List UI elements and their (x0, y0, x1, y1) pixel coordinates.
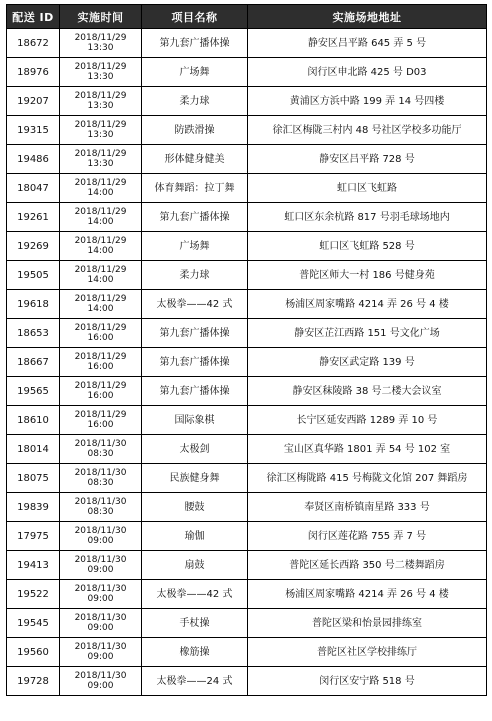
project-name-cell: 橡筋操 (142, 638, 248, 667)
schedule-date: 2018/11/29 (74, 178, 127, 188)
table-row (7, 319, 487, 348)
project-name-cell: 体育舞蹈：拉丁舞 (142, 174, 248, 203)
venue-address-cell: 静安区芷江西路 151 号文化广场 (248, 319, 487, 348)
schedule-clock-time: 09:00 (87, 681, 114, 691)
schedule-clock-time: 08:30 (87, 478, 114, 488)
delivery-id-cell: 19565 (7, 377, 60, 406)
schedule-clock-time: 13:30 (87, 159, 114, 169)
delivery-id-cell: 19315 (7, 116, 60, 145)
table-row (7, 609, 487, 638)
table-row (7, 145, 487, 174)
schedule-date: 2018/11/29 (74, 62, 127, 72)
table-row (7, 377, 487, 406)
delivery-id-cell: 19618 (7, 290, 60, 319)
schedule-time-cell (60, 406, 142, 435)
delivery-id-cell: 19728 (7, 667, 60, 696)
project-name-cell: 民族健身舞 (142, 464, 248, 493)
schedule-document (6, 4, 486, 696)
delivery-id-cell: 19261 (7, 203, 60, 232)
venue-address-cell: 奉贤区南桥镇南星路 333 号 (248, 493, 487, 522)
schedule-clock-time: 08:30 (87, 507, 114, 517)
schedule-clock-time: 16:00 (87, 333, 114, 343)
venue-address-cell: 静安区吕平路 645 弄 5 号 (248, 29, 487, 58)
table-row (7, 522, 487, 551)
schedule-date: 2018/11/30 (74, 671, 127, 681)
schedule-time-cell (60, 58, 142, 87)
project-name-cell: 太极拳——42 式 (142, 290, 248, 319)
project-name-cell: 太极拳——24 式 (142, 667, 248, 696)
project-name-cell: 太极拳——42 式 (142, 580, 248, 609)
table-row (7, 348, 487, 377)
venue-address-cell: 虹口区飞虹路 (248, 174, 487, 203)
delivery-id-cell: 19522 (7, 580, 60, 609)
delivery-id-cell: 18075 (7, 464, 60, 493)
venue-address-cell: 静安区秣陵路 38 号二楼大会议室 (248, 377, 487, 406)
project-name-cell: 瑜伽 (142, 522, 248, 551)
venue-address-cell: 闵行区安宁路 518 号 (248, 667, 487, 696)
schedule-clock-time: 09:00 (87, 594, 114, 604)
schedule-time-cell (60, 290, 142, 319)
schedule-time-cell (60, 580, 142, 609)
schedule-time-cell (60, 174, 142, 203)
schedule-time-cell (60, 145, 142, 174)
venue-address-cell: 徐汇区梅陇路 415 号梅陇文化馆 207 舞蹈房 (248, 464, 487, 493)
venue-address-cell: 徐汇区梅陇三村内 48 号社区学校多功能厅 (248, 116, 487, 145)
venue-address-cell: 长宁区延安西路 1289 弄 10 号 (248, 406, 487, 435)
schedule-date: 2018/11/30 (74, 613, 127, 623)
schedule-time-cell (60, 435, 142, 464)
delivery-id-cell: 19207 (7, 87, 60, 116)
project-name-cell: 手杖操 (142, 609, 248, 638)
table-row (7, 58, 487, 87)
table-row (7, 580, 487, 609)
header-time: 实施时间 (60, 5, 142, 29)
project-name-cell: 形体健身健美 (142, 145, 248, 174)
schedule-clock-time: 09:00 (87, 652, 114, 662)
delivery-id-cell: 18610 (7, 406, 60, 435)
project-name-cell: 防跌滑操 (142, 116, 248, 145)
schedule-date: 2018/11/30 (74, 555, 127, 565)
project-name-cell: 广场舞 (142, 58, 248, 87)
schedule-date: 2018/11/30 (74, 497, 127, 507)
schedule-date: 2018/11/29 (74, 294, 127, 304)
table-row (7, 464, 487, 493)
schedule-clock-time: 08:30 (87, 449, 114, 459)
schedule-time-cell (60, 232, 142, 261)
schedule-clock-time: 09:00 (87, 623, 114, 633)
schedule-date: 2018/11/29 (74, 207, 127, 217)
delivery-id-cell: 18047 (7, 174, 60, 203)
schedule-clock-time: 13:30 (87, 43, 114, 53)
project-name-cell: 第九套广播体操 (142, 377, 248, 406)
schedule-time-cell (60, 116, 142, 145)
schedule-clock-time: 13:30 (87, 101, 114, 111)
schedule-clock-time: 14:00 (87, 246, 114, 256)
delivery-id-cell: 18653 (7, 319, 60, 348)
venue-address-cell: 静安区吕平路 728 号 (248, 145, 487, 174)
delivery-id-cell: 18014 (7, 435, 60, 464)
table-row (7, 493, 487, 522)
delivery-id-cell: 19486 (7, 145, 60, 174)
schedule-date: 2018/11/29 (74, 381, 127, 391)
table-row (7, 406, 487, 435)
project-name-cell: 第九套广播体操 (142, 203, 248, 232)
table-header-row (7, 5, 487, 29)
delivery-id-cell: 18672 (7, 29, 60, 58)
schedule-clock-time: 14:00 (87, 188, 114, 198)
schedule-date: 2018/11/29 (74, 120, 127, 130)
delivery-id-cell: 17975 (7, 522, 60, 551)
table-row (7, 116, 487, 145)
schedule-time-cell (60, 551, 142, 580)
schedule-time-cell (60, 493, 142, 522)
schedule-date: 2018/11/29 (74, 352, 127, 362)
venue-address-cell: 杨浦区周家嘴路 4214 弄 26 号 4 楼 (248, 290, 487, 319)
schedule-time-cell (60, 319, 142, 348)
schedule-date: 2018/11/29 (74, 323, 127, 333)
project-name-cell: 柔力球 (142, 261, 248, 290)
table-row (7, 290, 487, 319)
schedule-date: 2018/11/30 (74, 584, 127, 594)
table-row (7, 232, 487, 261)
venue-address-cell: 普陀区延长西路 350 号二楼舞蹈房 (248, 551, 487, 580)
schedule-time-cell (60, 261, 142, 290)
schedule-time-cell (60, 203, 142, 232)
venue-address-cell: 宝山区真华路 1801 弄 54 号 102 室 (248, 435, 487, 464)
venue-address-cell: 杨浦区周家嘴路 4214 弄 26 号 4 楼 (248, 580, 487, 609)
schedule-clock-time: 13:30 (87, 72, 114, 82)
header-name: 项目名称 (142, 5, 248, 29)
schedule-clock-time: 16:00 (87, 391, 114, 401)
schedule-date: 2018/11/30 (74, 468, 127, 478)
schedule-clock-time: 16:00 (87, 420, 114, 430)
schedule-clock-time: 13:30 (87, 130, 114, 140)
schedule-time-cell (60, 522, 142, 551)
venue-address-cell: 普陀区师大一村 186 号健身苑 (248, 261, 487, 290)
table-row (7, 667, 487, 696)
schedule-time-cell (60, 29, 142, 58)
delivery-id-cell: 19505 (7, 261, 60, 290)
project-name-cell: 广场舞 (142, 232, 248, 261)
venue-address-cell: 普陀区梁和怡景园排练室 (248, 609, 487, 638)
schedule-time-cell (60, 348, 142, 377)
venue-address-cell: 静安区武定路 139 号 (248, 348, 487, 377)
project-name-cell: 太极剑 (142, 435, 248, 464)
schedule-date: 2018/11/29 (74, 91, 127, 101)
header-id: 配送 ID (7, 5, 60, 29)
project-name-cell: 第九套广播体操 (142, 319, 248, 348)
table-row (7, 261, 487, 290)
schedule-date: 2018/11/30 (74, 439, 127, 449)
table-body (7, 29, 487, 696)
project-name-cell: 腰鼓 (142, 493, 248, 522)
table-row (7, 435, 487, 464)
schedule-clock-time: 14:00 (87, 275, 114, 285)
project-name-cell: 扇鼓 (142, 551, 248, 580)
schedule-clock-time: 09:00 (87, 536, 114, 546)
schedule-date: 2018/11/29 (74, 149, 127, 159)
schedule-date: 2018/11/29 (74, 33, 127, 43)
project-name-cell: 国际象棋 (142, 406, 248, 435)
schedule-clock-time: 16:00 (87, 362, 114, 372)
schedule-table (6, 4, 487, 696)
venue-address-cell: 虹口区东余杭路 817 号羽毛球场地内 (248, 203, 487, 232)
schedule-clock-time: 09:00 (87, 565, 114, 575)
delivery-id-cell: 19269 (7, 232, 60, 261)
header-address: 实施场地地址 (248, 5, 487, 29)
schedule-date: 2018/11/30 (74, 526, 127, 536)
schedule-time-cell (60, 464, 142, 493)
venue-address-cell: 虹口区飞虹路 528 号 (248, 232, 487, 261)
project-name-cell: 柔力球 (142, 87, 248, 116)
table-row (7, 638, 487, 667)
venue-address-cell: 黄浦区方浜中路 199 弄 14 号四楼 (248, 87, 487, 116)
schedule-date: 2018/11/29 (74, 410, 127, 420)
table-row (7, 29, 487, 58)
delivery-id-cell: 19560 (7, 638, 60, 667)
project-name-cell: 第九套广播体操 (142, 29, 248, 58)
venue-address-cell: 闵行区莲花路 755 弄 7 号 (248, 522, 487, 551)
schedule-time-cell (60, 87, 142, 116)
delivery-id-cell: 19545 (7, 609, 60, 638)
schedule-date: 2018/11/30 (74, 642, 127, 652)
table-row (7, 203, 487, 232)
delivery-id-cell: 18976 (7, 58, 60, 87)
schedule-clock-time: 14:00 (87, 217, 114, 227)
table-row (7, 174, 487, 203)
schedule-time-cell (60, 667, 142, 696)
schedule-time-cell (60, 638, 142, 667)
schedule-time-cell (60, 609, 142, 638)
schedule-time-cell (60, 377, 142, 406)
delivery-id-cell: 19839 (7, 493, 60, 522)
table-row (7, 87, 487, 116)
delivery-id-cell: 18667 (7, 348, 60, 377)
table-row (7, 551, 487, 580)
delivery-id-cell: 19413 (7, 551, 60, 580)
schedule-clock-time: 14:00 (87, 304, 114, 314)
schedule-date: 2018/11/29 (74, 236, 127, 246)
venue-address-cell: 普陀区社区学校排练厅 (248, 638, 487, 667)
venue-address-cell: 闵行区申北路 425 号 D03 (248, 58, 487, 87)
schedule-date: 2018/11/29 (74, 265, 127, 275)
project-name-cell: 第九套广播体操 (142, 348, 248, 377)
